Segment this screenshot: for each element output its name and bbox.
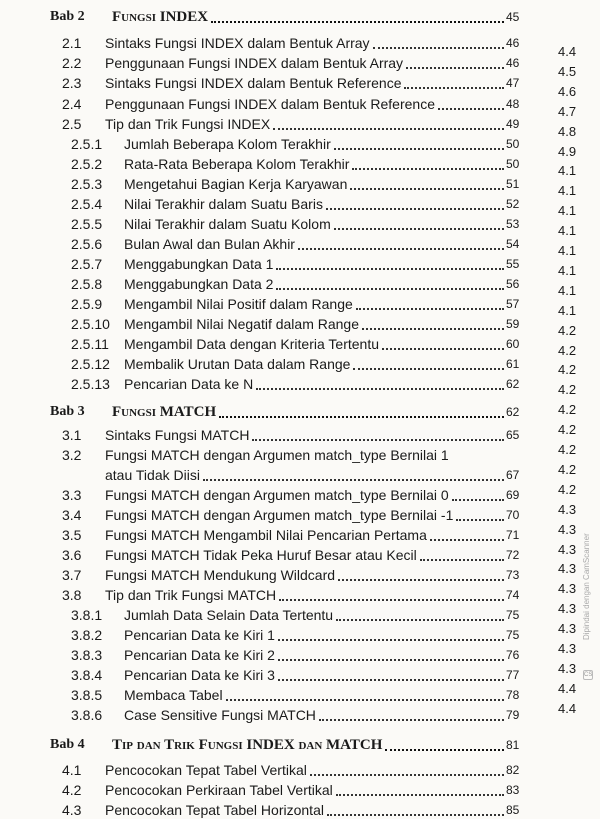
- toc-leader-dots: [219, 416, 504, 418]
- toc-entry-number: 3.1: [62, 427, 82, 443]
- toc-leader-dots: [278, 639, 504, 641]
- next-page-section-number: 4.3: [558, 501, 577, 517]
- toc-entry-number: 2.5: [62, 116, 82, 132]
- toc-page-number: 71: [506, 528, 520, 542]
- toc-leader-dots: [279, 599, 504, 601]
- toc-entry-title: Jumlah Data Selain Data Tertentu: [124, 607, 334, 623]
- next-page-section-number: 4.2: [558, 322, 577, 338]
- next-page-section-number: 4.9: [558, 143, 577, 159]
- toc-entry-number: 3.8: [62, 587, 82, 603]
- toc-entry-title: Penggunaan Fungsi INDEX dalam Bentuk Reference: [105, 96, 435, 112]
- toc-leader-dots: [438, 108, 504, 110]
- toc-entry-number: 2.5.4: [71, 196, 103, 212]
- toc-page-number: 54: [506, 237, 520, 251]
- toc-entry-number: 2.5.6: [71, 236, 103, 252]
- toc-entry-title: Mengambil Nilai Positif dalam Range: [124, 296, 353, 312]
- next-page-section-number: 4.3: [558, 621, 577, 637]
- next-page-section-number: 4.2: [558, 422, 577, 438]
- toc-page-number: 60: [506, 337, 520, 351]
- toc-entry-row: [0, 799, 560, 819]
- toc-entry-number: 2.5.1: [71, 136, 103, 152]
- next-page-section-number: 4.2: [558, 382, 577, 398]
- toc-entry-title: Sintaks Fungsi INDEX dalam Bentuk Array: [105, 35, 370, 51]
- toc-leader-dots: [456, 519, 504, 521]
- toc-entry-title: Membalik Urutan Data dalam Range: [124, 356, 351, 372]
- toc-leader-dots: [310, 774, 504, 776]
- toc-entry-title: Pencocokan Tepat Tabel Horizontal: [105, 802, 324, 818]
- toc-entry-title: Mengambil Data dengan Kriteria Tertentu: [124, 336, 380, 352]
- next-page-section-number: 4.2: [558, 481, 577, 497]
- toc-entry-row: [0, 93, 560, 113]
- toc-leader-dots: [326, 208, 504, 210]
- camscanner-icon: CS: [584, 672, 593, 678]
- toc-page-number: 76: [506, 648, 520, 662]
- toc-leader-dots: [327, 814, 504, 816]
- toc-entry-row: [0, 684, 560, 704]
- toc-entry-row: [0, 133, 560, 153]
- toc-entry-row: [0, 544, 560, 564]
- toc-page-number: 83: [506, 783, 520, 797]
- toc-leader-dots: [273, 128, 504, 130]
- next-page-section-number: 4.1: [558, 223, 577, 239]
- toc-leader-dots: [420, 559, 504, 561]
- toc-entry-row: [0, 624, 560, 644]
- toc-page-number: 48: [506, 97, 520, 111]
- toc-entry-number: 2.4: [62, 96, 82, 112]
- toc-entry-row: [0, 153, 560, 173]
- toc-entry-row: [0, 233, 560, 253]
- next-page-section-number: 4.3: [558, 601, 577, 617]
- toc-entry-title: Membaca Tabel: [124, 687, 223, 703]
- toc-entry-row: [0, 424, 560, 444]
- toc-entry-title: Fungsi MATCH dengan Argumen match_type Bernilai 1: [105, 447, 449, 463]
- toc-entry-row: [0, 253, 560, 273]
- toc-entry-row: [0, 584, 560, 604]
- toc-entry-row: [0, 644, 560, 664]
- toc-entry-row: [0, 704, 560, 724]
- toc-entry-row: [0, 373, 560, 393]
- next-page-column: [558, 0, 588, 775]
- toc-entry-title: Pencarian Data ke Kiri 2: [124, 647, 275, 663]
- next-page-section-number: 4.3: [558, 581, 577, 597]
- toc-entry-row: [0, 293, 560, 313]
- toc-page-number: 81: [506, 738, 520, 752]
- toc-leader-dots: [336, 794, 504, 796]
- next-page-section-number: 4.4: [558, 700, 577, 716]
- toc-entry-title: Sintaks Fungsi INDEX dalam Bentuk Reference: [105, 75, 402, 91]
- next-page-section-number: 4.2: [558, 342, 577, 358]
- toc-leader-dots: [276, 268, 504, 270]
- toc-leader-dots: [278, 679, 504, 681]
- toc-entry-title: Tip dan Trik Fungsi INDEX dan MATCH: [112, 737, 383, 753]
- toc-leader-dots: [203, 479, 504, 481]
- toc-page-number: 74: [506, 588, 520, 602]
- toc-leader-dots: [338, 579, 504, 581]
- toc-entry-number: 2.5.10: [71, 316, 110, 332]
- toc-page-number: 72: [506, 548, 520, 562]
- toc-entry-row: [0, 464, 560, 484]
- toc-entry-number: 3.4: [62, 507, 82, 523]
- toc-page-number: 51: [506, 177, 520, 191]
- toc-chapter-row: [0, 734, 560, 754]
- toc-chapter-row: [0, 401, 560, 421]
- toc-entry-title: Fungsi MATCH Mengambil Nilai Pencarian Pertama: [105, 527, 427, 543]
- toc-page-number: 67: [506, 468, 520, 482]
- toc-entry-number: 2.5.5: [71, 216, 103, 232]
- toc-entry-number: 2.5.8: [71, 276, 103, 292]
- next-page-section-number: 4.2: [558, 461, 577, 477]
- toc-leader-dots: [211, 21, 504, 23]
- next-page-section-number: 4.5: [558, 63, 577, 79]
- toc-entry-title: Fungsi MATCH Tidak Peka Huruf Besar atau Kecil: [105, 547, 417, 563]
- toc-leader-dots: [252, 439, 504, 441]
- toc-entry-number: 3.2: [62, 447, 82, 463]
- toc-entry-title: Nilai Terakhir dalam Suatu Kolom: [124, 216, 331, 232]
- toc-entry-row: [0, 444, 560, 464]
- toc-chapter-row: [0, 6, 560, 26]
- toc-entry-title: Fungsi INDEX: [112, 9, 209, 25]
- toc-entry-row: [0, 173, 560, 193]
- toc-leader-dots: [226, 699, 504, 701]
- toc-entry-title: Mengetahui Bagian Kerja Karyawan: [124, 176, 348, 192]
- toc-entry-row: [0, 32, 560, 52]
- next-page-section-number: 4.1: [558, 302, 577, 318]
- toc-leader-dots: [336, 619, 504, 621]
- toc-entry-row: [0, 564, 560, 584]
- next-page-section-number: 4.4: [558, 680, 577, 696]
- next-page-section-number: 4.2: [558, 402, 577, 418]
- toc-entry-row: [0, 604, 560, 624]
- toc-page-number: 49: [506, 117, 520, 131]
- toc-entry-title: Pencarian Data ke Kiri 3: [124, 667, 275, 683]
- toc-entry-number: 3.7: [62, 567, 82, 583]
- toc-entry-row: [0, 193, 560, 213]
- toc-entry-title: Bulan Awal dan Bulan Akhir: [124, 236, 295, 252]
- toc-page-number: 52: [506, 197, 520, 211]
- toc-entry-number: Bab 4: [50, 737, 85, 752]
- toc-entry-row: [0, 72, 560, 92]
- toc-entry-row: [0, 524, 560, 544]
- toc-entry-number: 2.5.13: [71, 376, 110, 392]
- next-page-section-number: 4.3: [558, 641, 577, 656]
- toc-entry-number: 3.8.4: [71, 667, 103, 683]
- toc-page-number: 59: [506, 317, 520, 331]
- toc-page-number: 82: [506, 763, 520, 777]
- toc-entry-title: Menggabungkan Data 1: [124, 256, 274, 272]
- toc-page-number: 75: [506, 628, 520, 642]
- toc-entry-row: [0, 779, 560, 799]
- next-page-section-number: 4.3: [558, 541, 577, 557]
- toc-entry-row: [0, 664, 560, 684]
- toc-entry-row: [0, 273, 560, 293]
- toc-page-number: 78: [506, 688, 520, 702]
- toc-entry-number: 2.5.7: [71, 256, 103, 272]
- toc-entry-number: 3.8.1: [71, 607, 103, 623]
- toc-leader-dots: [373, 47, 504, 49]
- toc-page-number: 70: [506, 508, 520, 522]
- toc-leader-dots: [319, 719, 504, 721]
- toc-entry-title: Pencocokan Perkiraan Tabel Vertikal: [105, 782, 333, 798]
- toc-entry-title: Rata-Rata Beberapa Kolom Terakhir: [124, 156, 350, 172]
- toc-entry-number: 2.2: [62, 55, 82, 71]
- toc-entry-title: Fungsi MATCH dengan Argumen match_type Bernilai 0: [105, 487, 449, 503]
- toc-entry-number: 3.8.6: [71, 707, 103, 723]
- toc-entry-title: Nilai Terakhir dalam Suatu Baris: [124, 196, 323, 212]
- next-page-section-number: 4.1: [558, 243, 577, 258]
- toc-entry-row: [0, 759, 560, 779]
- toc-entry-number: 4.3: [62, 802, 82, 818]
- toc-entry-title: Fungsi MATCH dengan Argumen match_type Bernilai -1: [105, 507, 454, 523]
- toc-entry-title: Pencarian Data ke Kiri 1: [124, 627, 275, 643]
- toc-entry-row: [0, 52, 560, 72]
- toc-leader-dots: [352, 168, 504, 170]
- toc-entry-number: 3.8.5: [71, 687, 103, 703]
- toc-page-number: 47: [506, 76, 520, 90]
- toc-entry-number: 2.5.3: [71, 176, 103, 192]
- toc-entry-number: 4.1: [62, 762, 82, 778]
- toc-entry-number: 3.5: [62, 527, 82, 543]
- toc-leader-dots: [276, 288, 504, 290]
- next-page-section-number: 4.2: [558, 362, 577, 378]
- toc-leader-dots: [278, 659, 504, 661]
- toc-page-number: 45: [506, 10, 520, 24]
- toc-page-number: 56: [506, 277, 520, 291]
- next-page-section-number: 4.1: [558, 282, 577, 298]
- toc-entry-title: Pencarian Data ke N: [124, 376, 254, 392]
- toc-entry-row: [0, 213, 560, 233]
- toc-entry-number: 3.6: [62, 547, 82, 563]
- toc-entry-row: [0, 353, 560, 373]
- toc-page-number: 75: [506, 608, 520, 622]
- next-page-section-number: 4.1: [558, 203, 577, 219]
- toc-entry-title: Sintaks Fungsi MATCH: [105, 427, 250, 443]
- scanner-watermark: Dipindai dengan CamScanner: [582, 533, 591, 640]
- toc-leader-dots: [298, 248, 504, 250]
- toc-entry-title: Fungsi MATCH: [112, 404, 217, 420]
- toc-page-number: 62: [506, 405, 520, 419]
- toc-page-number: 61: [506, 357, 520, 371]
- toc-page-number: 46: [506, 56, 520, 70]
- toc-page-number: 69: [506, 488, 520, 502]
- toc-entry-number: 2.5.9: [71, 296, 103, 312]
- toc-entry-title: Penggunaan Fungsi INDEX dalam Bentuk Array: [105, 55, 404, 71]
- toc-entry-title: Case Sensitive Fungsi MATCH: [124, 707, 316, 723]
- next-page-section-number: 4.3: [558, 660, 577, 676]
- toc-leader-dots: [256, 388, 504, 390]
- toc-entry-number: 2.5.12: [71, 356, 110, 372]
- toc-leader-dots: [356, 308, 504, 310]
- toc-leader-dots: [406, 67, 504, 69]
- toc-entry-number: Bab 3: [50, 404, 85, 419]
- toc-entry-title: Mengambil Nilai Negatif dalam Range: [124, 316, 360, 332]
- toc-leader-dots: [353, 368, 504, 370]
- toc-entry-number: 2.1: [62, 35, 82, 51]
- toc-leader-dots: [362, 328, 504, 330]
- toc-page-number: 57: [506, 297, 520, 311]
- toc-entry-row: [0, 333, 560, 353]
- toc-entry-title: Jumlah Beberapa Kolom Terakhir: [124, 136, 331, 152]
- toc-page-number: 77: [506, 668, 520, 682]
- next-page-section-number: 4.3: [558, 521, 577, 537]
- toc-page-number: 46: [506, 36, 520, 50]
- toc-leader-dots: [430, 539, 504, 541]
- next-page-section-number: 4.8: [558, 123, 577, 139]
- next-page-section-number: 4.1: [558, 262, 577, 278]
- next-page-section-number: 4.4: [558, 44, 577, 59]
- toc-page-number: 55: [506, 257, 520, 271]
- toc-entry-title: Tip dan Trik Fungsi INDEX: [105, 116, 271, 132]
- toc-entry-number: 3.8.3: [71, 647, 103, 663]
- toc-page-number: 62: [506, 377, 520, 391]
- toc-leader-dots: [350, 188, 504, 190]
- toc-page-number: 73: [506, 568, 520, 582]
- toc-entry-row: [0, 113, 560, 133]
- toc-page-number: 65: [506, 428, 520, 442]
- next-page-section-number: 4.1: [558, 183, 577, 199]
- toc-entry-number: 2.5.11: [71, 336, 109, 352]
- toc-entry-title: Menggabungkan Data 2: [124, 276, 274, 292]
- toc-entry-row: [0, 313, 560, 333]
- toc-page-number: 50: [506, 137, 520, 151]
- toc-page-number: 53: [506, 217, 520, 231]
- toc-leader-dots: [404, 87, 504, 89]
- toc-entry-row: [0, 504, 560, 524]
- toc-entry-number: 3.8.2: [71, 627, 103, 643]
- toc-page-number: 85: [506, 803, 520, 817]
- toc-leader-dots: [385, 749, 504, 751]
- next-page-section-number: 4.7: [558, 103, 577, 119]
- toc-page-number: 79: [506, 708, 520, 722]
- next-page-section-number: 4.1: [558, 163, 577, 179]
- toc-entry-row: [0, 484, 560, 504]
- toc-leader-dots: [334, 148, 504, 150]
- toc-entry-title: Fungsi MATCH Mendukung Wildcard: [105, 567, 336, 583]
- toc-entry-number: 2.5.2: [71, 156, 103, 172]
- toc-entry-title: atau Tidak Diisi: [105, 467, 200, 483]
- toc-entry-number: 2.3: [62, 75, 82, 91]
- toc-leader-dots: [382, 348, 504, 350]
- toc-page-number: 50: [506, 157, 520, 171]
- toc-entry-number: 4.2: [62, 782, 82, 798]
- next-page-section-number: 4.6: [558, 83, 577, 99]
- toc-entry-title: Tip dan Trik Fungsi MATCH: [105, 587, 277, 603]
- toc-leader-dots: [452, 499, 504, 501]
- toc-entry-number: Bab 2: [50, 9, 85, 24]
- next-page-section-number: 4.2: [558, 442, 577, 457]
- toc-leader-dots: [334, 228, 504, 230]
- next-page-section-number: 4.3: [558, 561, 577, 577]
- toc-entry-number: 3.3: [62, 487, 82, 503]
- toc-entry-title: Pencocokan Tepat Tabel Vertikal: [105, 762, 307, 778]
